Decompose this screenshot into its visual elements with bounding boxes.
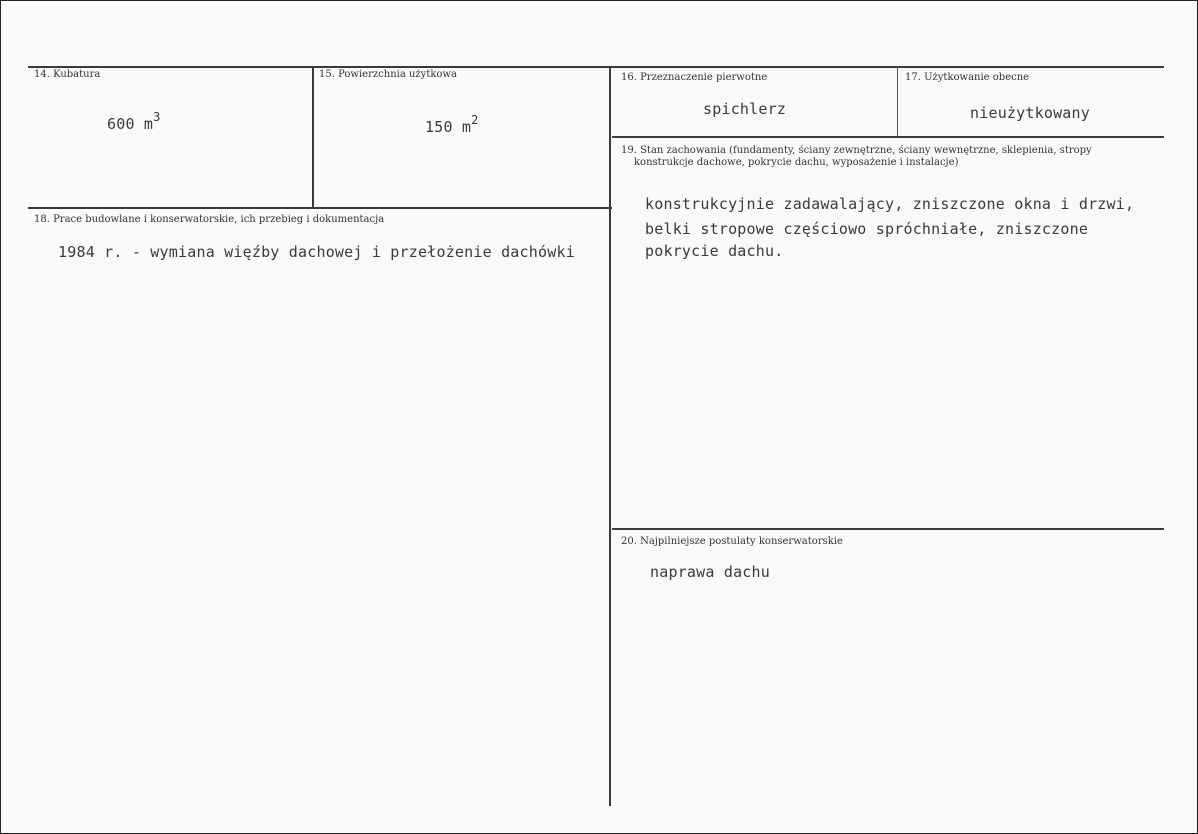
field-15-value-text: 150 m	[425, 118, 472, 136]
field-18-value: 1984 r. - wymiana więźby dachowej i przełożenie dachówki	[58, 243, 575, 261]
field-14-label: 14. Kubatura	[34, 69, 101, 80]
rule-above-20	[612, 528, 1164, 530]
field-15-label: 15. Powierzchnia użytkowa	[319, 69, 457, 80]
center-divider	[609, 66, 611, 806]
field-20-label: 20. Najpilniejsze postulaty konserwatorskie	[621, 536, 843, 547]
field-19-value-line2: belki stropowe częściowo spróchniałe, zniszczone	[645, 220, 1089, 238]
field-16-label: 16. Przeznaczenie pierwotne	[621, 72, 768, 83]
rule-below-14-15	[28, 207, 612, 209]
field-18-label: 18. Prace budowlane i konserwatorskie, ich przebieg i dokumentacja	[34, 214, 385, 225]
field-17-value: nieużytkowany	[970, 104, 1090, 122]
field-15-unit-exponent: 2	[471, 113, 479, 127]
field-14-value	[107, 108, 161, 135]
field-19-value-line3: pokrycie dachu.	[645, 242, 784, 260]
field-17-label: 17. Użytkowanie obecne	[905, 72, 1030, 83]
field-20-value: naprawa dachu	[650, 563, 770, 581]
field-14-unit-exponent: 3	[153, 110, 161, 124]
top-rule	[28, 66, 1164, 68]
field-14-value-text: 600 m	[107, 115, 154, 133]
field-19-label-line1: 19. Stan zachowania (fundamenty, ściany zewnętrzne, ściany wewnętrzne, sklepienia, stropy	[621, 145, 1092, 156]
divider-14-15	[312, 66, 314, 208]
field-19-value-line1: konstrukcyjnie zadawalający, zniszczone okna i drzwi,	[645, 195, 1135, 213]
field-16-value: spichlerz	[703, 100, 787, 118]
field-15-value	[425, 111, 479, 138]
divider-16-17	[897, 66, 898, 136]
field-19-label-line2: konstrukcje dachowe, pokrycie dachu, wyposażenie i instalacje)	[634, 157, 959, 168]
rule-below-16-17	[612, 136, 1164, 138]
